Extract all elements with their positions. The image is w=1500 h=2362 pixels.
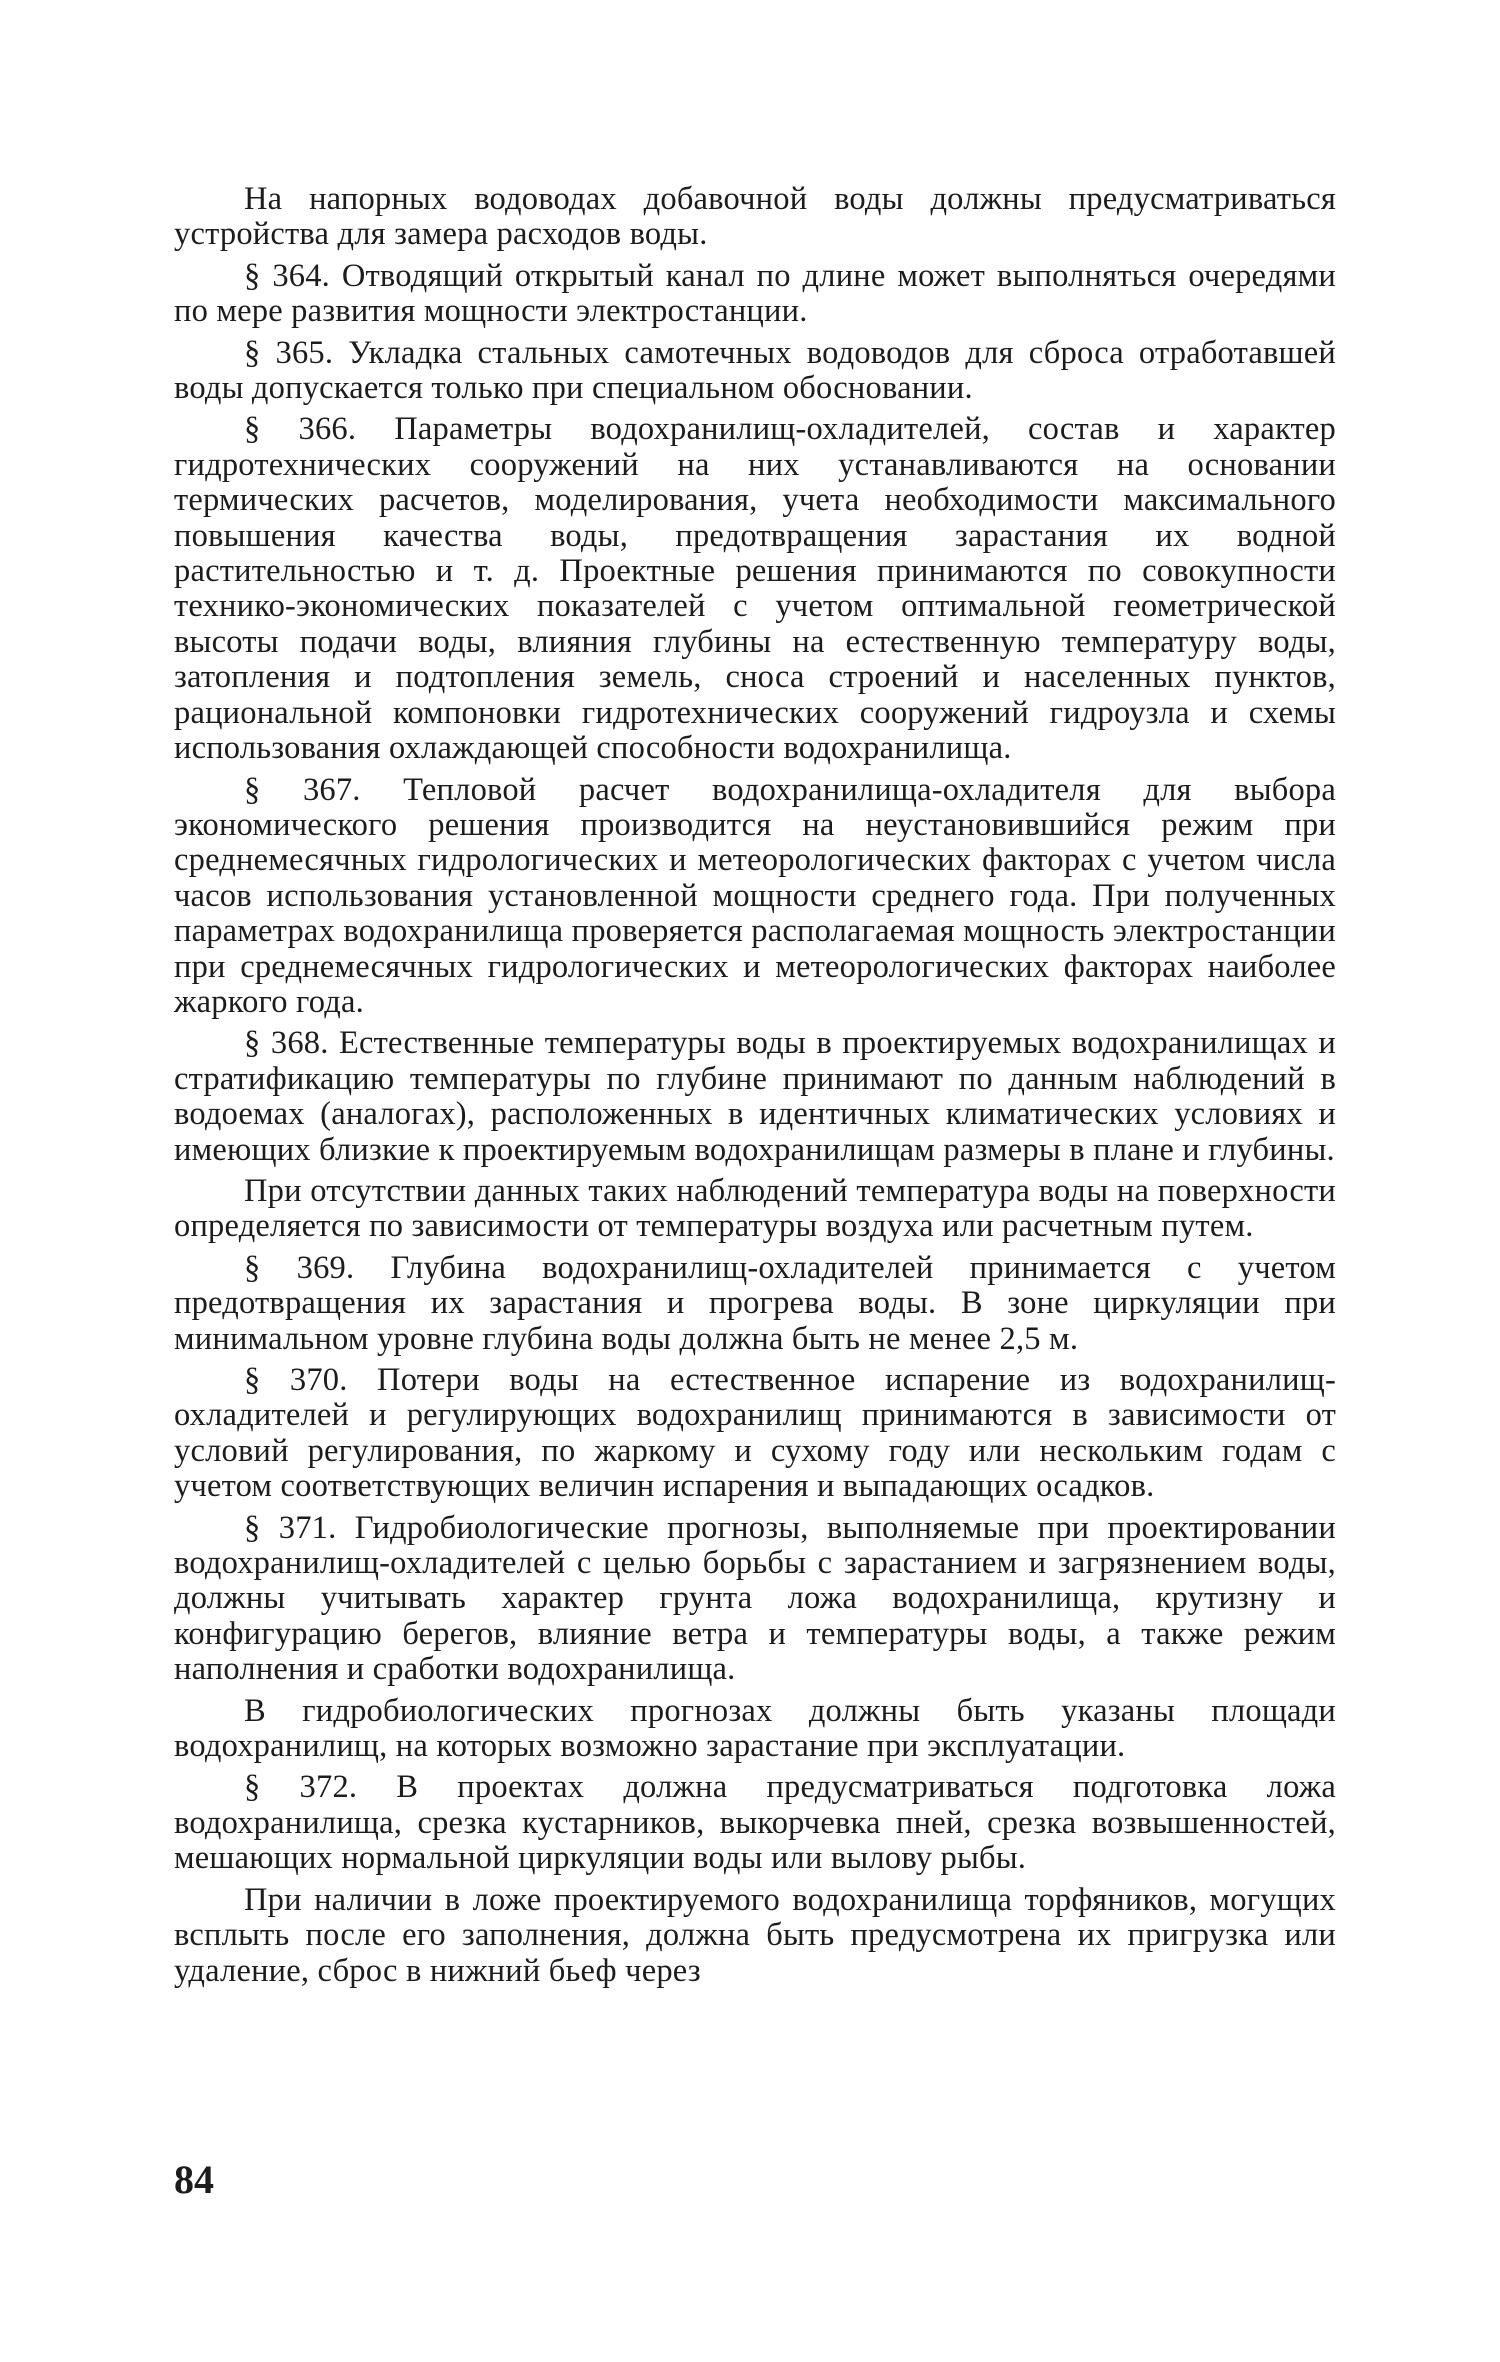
- paragraph-365: § 365. Укладка стальных самотечных водоводов для сброса отработавшей воды допускается только при специальном обосновании.: [174, 334, 1336, 407]
- paragraph-372: § 372. В проектах должна предусматриваться подготовка ложа водохранилища, срезка кустарников, выкорчевка пней, срезка возвышенностей, мешающих нормальной циркуляции воды или вылову рыбы.: [174, 1769, 1336, 1877]
- page-number: 84: [174, 2157, 214, 2202]
- paragraph-368-continued: При отсутствии данных таких наблюдений температура воды на поверхности определяется по зависимости от температуры воздуха или расчетным путем.: [174, 1172, 1336, 1245]
- paragraph-370: § 370. Потери воды на естественное испарение из водохранилищ-охладителей и регулирующих водохранилищ принимаются в зависимости от условий регулирования, по жаркому и сухому году или нескольким годам с учетом соответствующих величин испарения и выпадающих осадков.: [174, 1362, 1336, 1505]
- paragraph-water-metering: На напорных водоводах добавочной воды должны предусматриваться устройства для замера расходов воды.: [174, 181, 1336, 253]
- paragraph-364: § 364. Отводящий открытый канал по длине может выполняться очередями по мере развития мощности электростанции.: [174, 257, 1336, 330]
- paragraph-371-continued: В гидробиологических прогнозах должны быть указаны площади водохранилищ, на которых возможно зарастание при эксплуатации.: [174, 1692, 1336, 1765]
- paragraph-369: § 369. Глубина водохранилищ-охладителей принимается с учетом предотвращения их зарастания и прогрева воды. В зоне циркуляции при минимальном уровне глубина воды должна быть не менее 2,5 м.: [174, 1249, 1336, 1357]
- body-text: [174, 182, 1336, 1995]
- paragraph-372-continued: При наличии в ложе проектируемого водохранилища торфяников, могущих всплыть после его заполнения, должна быть предусмотрена их пригрузка или удаление, сброс в нижний бьеф через: [174, 1881, 1336, 1989]
- paragraph-371: § 371. Гидробиологические прогнозы, выполняемые при проектировании водохранилищ-охладителей с целью борьбы с зарастанием и загрязнением воды, должны учитывать характер грунта ложа водохранилища, крутизну и конфигурацию берегов, влияние ветра и температуры воды, а также режим наполнения и сработки водохранилища.: [174, 1509, 1336, 1688]
- paragraph-366: § 366. Параметры водохранилищ-охладителей, состав и характер гидротехнических сооружений на них устанавливаются на основании термических расчетов, моделирования, учета необходимости максимального повышения качества воды, предотвращения зарастания их водной растительностью и т. д. Проектные решения принимаются по совокупности технико-экономических показателей с учетом оптимальной геометрической высоты подачи воды, влияния глубины на естественную температуру воды, затопления и подтопления земель, сноса строений и населенных пунктов, рациональной компоновки гидротехнических сооружений гидроузла и схемы использования охлаждающей способности водохранилища.: [174, 411, 1336, 767]
- paragraph-367: § 367. Тепловой расчет водохранилища-охладителя для выбора экономического решения производится на неустановившийся режим при среднемесячных гидрологических и метеорологических факторах с учетом числа часов использования установленной мощности среднего года. При полученных параметрах водохранилища проверяется располагаемая мощность электростанции при среднемесячных гидрологических и метеорологических факторах наиболее жаркого года.: [174, 771, 1336, 1020]
- paragraph-368: § 368. Естественные температуры воды в проектируемых водохранилищах и стратификацию температуры по глубине принимают по данным наблюдений в водоемах (аналогах), расположенных в идентичных климатических условиях и имеющих близкие к проектируемым водохранилищам размеры в плане и глубины.: [174, 1025, 1336, 1168]
